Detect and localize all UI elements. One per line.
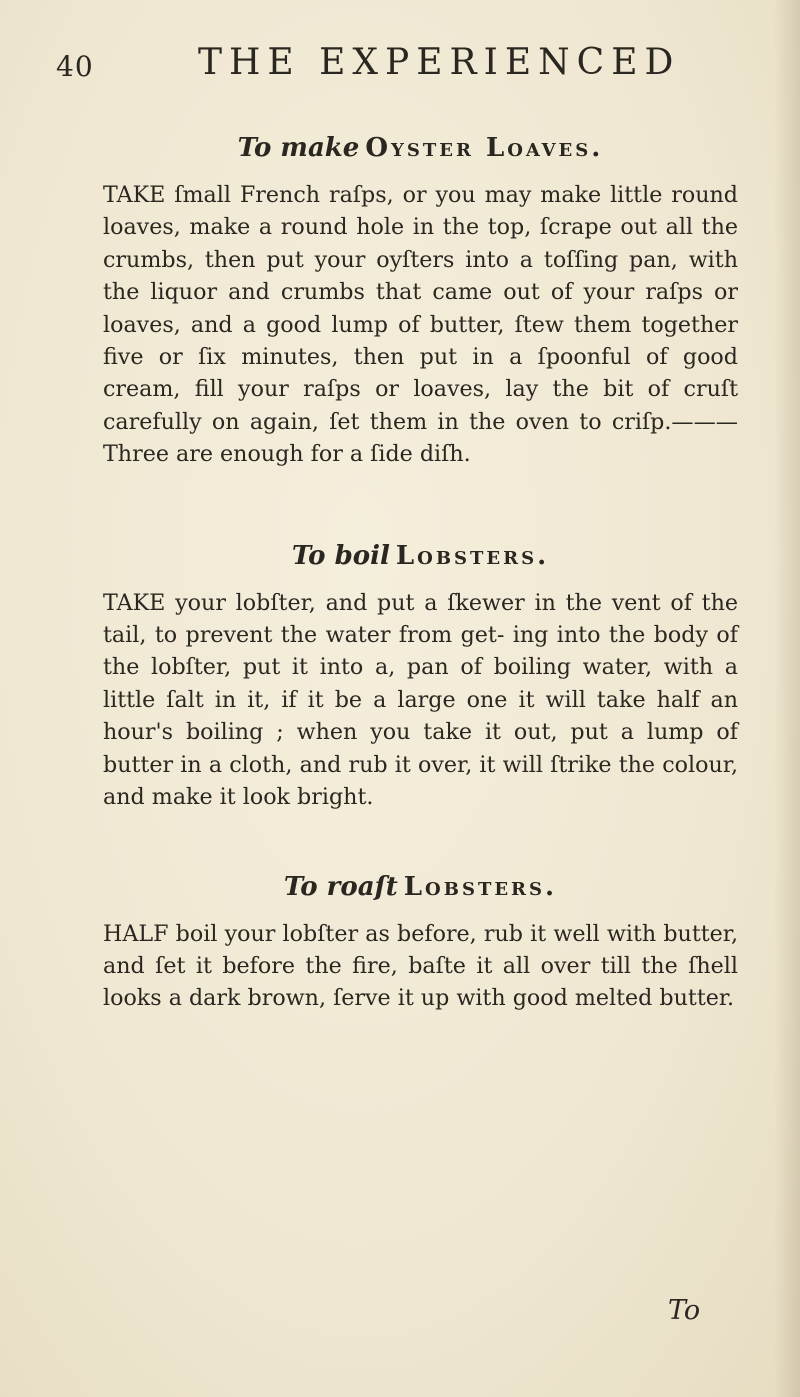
recipe-title-main: Lobsters.: [395, 540, 550, 571]
recipe-roast-lobsters: [103, 864, 738, 1015]
recipe-title: [103, 864, 738, 910]
recipe-title-prefix: To boil: [291, 540, 390, 571]
recipe-title-main: Lobsters.: [403, 871, 558, 902]
recipe-body: HALF boil your lobſter as before, rub it well with butter, and ſet it before the fire, baſte it all over till the ſhell looks a dark brown, ſerve it up with good melted butter.: [103, 920, 738, 1012]
recipe-title-prefix: To make: [237, 133, 360, 163]
recipe-title-prefix: To roaſt: [283, 871, 398, 902]
recipe-boil-lobsters: [103, 533, 738, 814]
recipe-title: [103, 125, 738, 171]
running-head: THE EXPERIENCED: [198, 42, 681, 83]
recipe-body: TAKE ſmall French raſps, or you may make little round loaves, make a round hole in the top, ſcrape out all the crumbs, then put your oyſters into a toſſing pan, with the liquor and crumbs that came out of your raſps or loaves, and a good lump of butter, ſtew them together five or ſix minutes, then put in a ſpoonful of good cream, fill your raſps or loaves, lay the bit of cruſt carefully on again, ſet them in the oven to criſp.———Three are enough for a ſide diſh.: [103, 182, 738, 468]
page-number: 40: [56, 50, 94, 83]
section-gap: [103, 814, 738, 864]
page-content: [103, 125, 738, 1015]
recipe-body: TAKE your lobſter, and put a ſkewer in the vent of the tail, to prevent the water from get- ing into the body of the lobſter, put it into a, pan of boiling water, with a little ſalt in it, if it be a large one it will take half an hour's boiling ; when you take it out, put a lump of butter in a cloth, and rub it over, it will ſtrike the colour, and make it look bright.: [103, 589, 738, 811]
page-edge-shadow: [774, 0, 800, 1397]
recipe-title-main: Oyster Loaves.: [365, 133, 604, 163]
recipe-oyster-loaves: [103, 125, 738, 471]
catchword: To: [668, 1295, 701, 1326]
page-header: [0, 42, 800, 92]
section-gap: [103, 471, 738, 533]
recipe-title: [103, 533, 738, 579]
